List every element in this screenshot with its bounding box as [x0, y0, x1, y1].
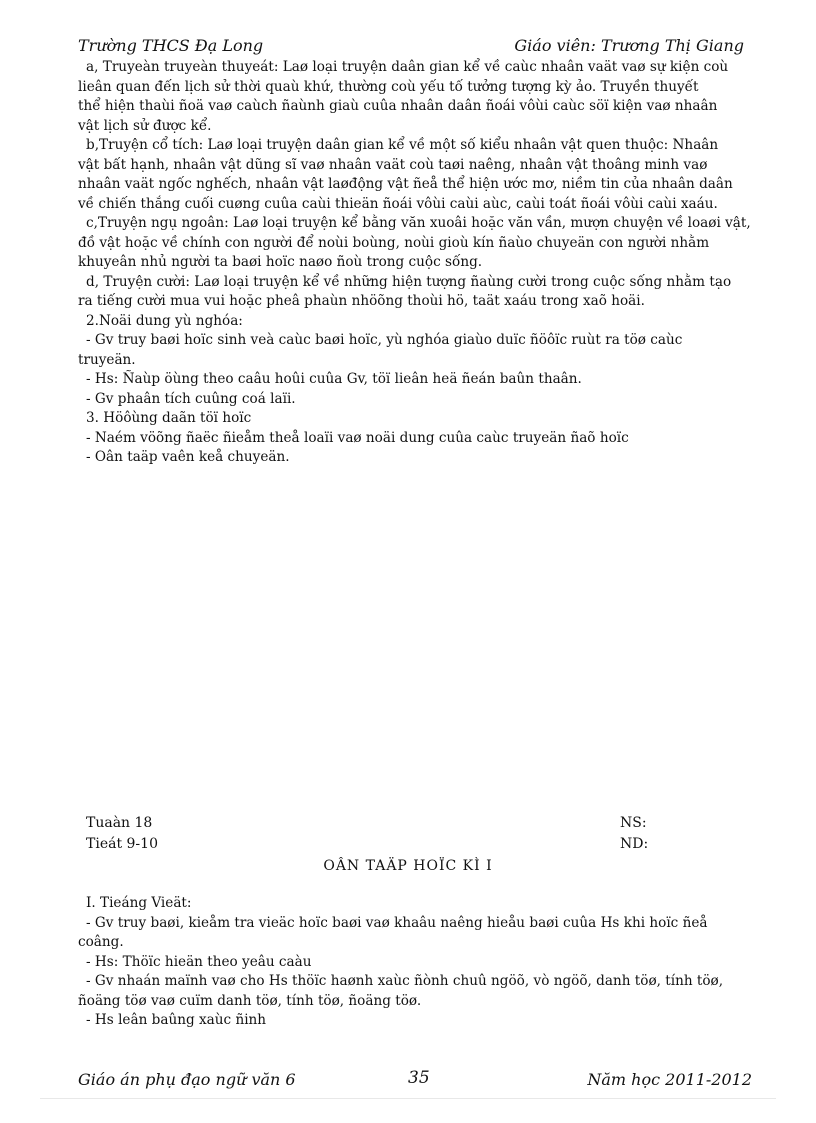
lesson-ns: NS: — [620, 815, 647, 831]
teacher-name: Giáo viên: Trương Thị Giang — [514, 36, 744, 55]
lesson-week: Tuaàn 18 — [86, 815, 153, 831]
text-line: - Hs: Ñaùp öùng theo caâu hoûi cuûa Gv, töï lieân heä ñeán baûn thaân. — [86, 371, 582, 387]
lesson-period: Tieát 9-10 — [86, 836, 158, 852]
text-line: - Oân taäp vaên keå chuyeän. — [86, 449, 290, 465]
text-line: đồ vật hoặc về chính con người để noùi boùng, noùi gioù kín ñaùo chuyeän con người nhằm — [78, 234, 710, 251]
lesson-title: OÂN TAÄP HOÏC KÌ I — [323, 858, 493, 874]
text-line: coâng. — [78, 934, 124, 950]
text-line: về chiến thắng cuối cuøng cuûa caùi thieän ñoái vôùi caùi aùc, caùi toát ñoái vôùi caùi xaáu. — [78, 195, 718, 212]
text-line: khuyeân nhủ người ta baøi hoïc naøo ñoù trong cuộc sống. — [78, 254, 483, 270]
text-line: c,Truyện ngụ ngoân: Laø loại truyện kể bằng văn xuoâi hoặc văn vần, mượn chuyện về loaøi vật, — [86, 215, 751, 231]
text-line: - Hs: Thöïc hieän theo yeâu caàu — [86, 953, 312, 970]
page-footer — [78, 1068, 752, 1092]
literature-definitions — [78, 58, 758, 312]
text-line: vật lịch sử được kể. — [78, 117, 212, 134]
school-name: Trường THCS Đạ Long — [78, 36, 264, 55]
text-line: b,Truyện cổ tích: Laø loại truyện daân gian kể về một số kiểu nhaân vật quen thuộc: Nhaân — [86, 137, 719, 153]
text-line: 2.Noäi dung yù nghóa: — [86, 312, 243, 329]
content-meaning-section — [78, 312, 758, 468]
text-line: d, Truyện cười: Laø loại truyện kể về những hiện tượng ñaùng cười trong cuộc sống nhằm tạo — [86, 273, 732, 290]
body-text-top — [78, 58, 758, 468]
body-text-bottom — [78, 894, 758, 1031]
text-line: nhaân vaät ngốc nghếch, nhaân vật laøđộng vật ñeå thể hiện ước mơ, niềm tin của nhaân daân — [78, 176, 733, 192]
footer-course: Giáo án phụ đạo ngữ văn 6 — [78, 1070, 296, 1089]
text-line: vật bất hạnh, nhaân vật dũng sĩ vaø nhaân vaät coù taøi naêng, nhaân vật thoâng minh vaø — [78, 156, 708, 173]
text-line: - Naém vöõng ñaëc ñieåm theå loaïi vaø noäi dung cuûa caùc truyeän ñaõ hoïc — [86, 429, 629, 446]
text-line: thể hiện thaùi ñoä vaø caùch ñaùnh giaù cuûa nhaân daân ñoái vôùi caùc söï kiện vaø nhaân — [78, 98, 718, 114]
footer-year: Năm học 2011-2012 — [587, 1070, 752, 1089]
text-line: truyeän. — [78, 351, 136, 368]
page-header — [78, 36, 744, 58]
lesson-nd: ND: — [620, 836, 649, 852]
text-line: a, Truyeàn truyeàn thuyeát: Laø loại truyện daân gian kể về caùc nhaân vaät vaø sự kiện coù — [86, 59, 729, 75]
text-line: ñoäng töø vaø cuïm danh töø, tính töø, ñoäng töø. — [78, 992, 422, 1009]
text-line: ra tiếng cười mua vui hoặc pheâ phaùn nhöõng thoùi hö, taät xaáu trong xaõ hoäi. — [78, 293, 645, 309]
text-line: lieân quan đến lịch sử thời quaù khứ, thường coù yếu tố tưởng tượng kỳ ảo. Truyền thuyết — [78, 78, 699, 95]
text-line: I. Tieáng Vieät: — [86, 895, 192, 911]
text-line: - Gv phaân tích cuûng coá laïi. — [86, 390, 296, 407]
bottom-divider — [40, 1098, 776, 1099]
text-line: 3. Höôùng daãn töï hoïc — [86, 410, 252, 426]
text-line: - Hs leân baûng xaùc ñinh — [86, 1012, 267, 1028]
page-number: 35 — [408, 1068, 430, 1088]
text-line: - Gv truy baøi hoïc sinh veà caùc baøi hoïc, yù nghóa giaùo duïc ñöôïc ruùt ra töø caùc — [86, 332, 683, 348]
text-line: - Gv truy baøi, kieåm tra vieäc hoïc baøi vaø khaâu naêng hieåu baøi cuûa Hs khi hoïc ñeå — [86, 914, 708, 931]
text-line: - Gv nhaán maïnh vaø cho Hs thöïc haønh xaùc ñònh chuû ngöõ, vò ngöõ, danh töø, tính töø, — [86, 973, 724, 989]
